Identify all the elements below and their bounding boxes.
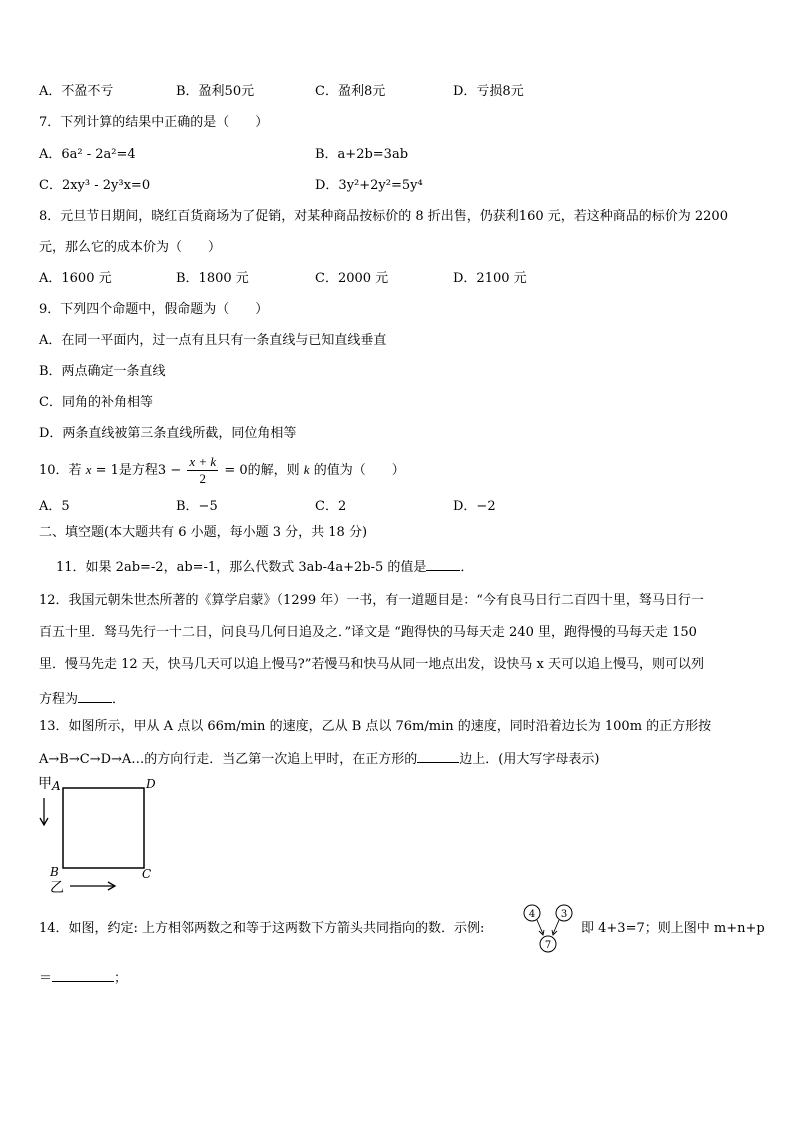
q8-option-b: B．1800 元 bbox=[176, 271, 249, 286]
q9-option-d: D．两条直线被第三条直线所截，同位角相等 bbox=[39, 426, 297, 441]
q14-line2-text: ＝ bbox=[39, 971, 53, 986]
q12-line3: 里．慢马先走 12 天，快马几天可以追上慢马?”若慢马和快马从同一地点出发，设快马 x 天可以追上慢马，则可以列 bbox=[39, 657, 705, 672]
q14-line1-b: 即 4+3=7；则上图中 m+n+p bbox=[581, 921, 765, 936]
q13-square-figure bbox=[36, 772, 166, 894]
q8-option-d: D．2100 元 bbox=[453, 271, 527, 286]
q7-stem: 7．下列计算的结果中正确的是（ ） bbox=[39, 115, 269, 130]
q14-answer-blank[interactable] bbox=[52, 967, 114, 982]
down-arrow-icon bbox=[40, 798, 48, 825]
q6-option-c: C．盈利8元 bbox=[315, 84, 386, 99]
q14-line2-end: ； bbox=[114, 971, 128, 986]
q12-answer-blank[interactable] bbox=[78, 688, 112, 703]
q10-eq1: = 1 bbox=[95, 463, 119, 478]
label-c: C bbox=[142, 867, 152, 881]
q10-option-d: D．−2 bbox=[453, 499, 496, 514]
q12-line2: 百五十里．驽马先行一十二日，问良马几何日追及之．”译文是 “跑得快的马每天走 240 里，跑得慢的马每天走 150 bbox=[39, 625, 697, 640]
q14-line2 bbox=[39, 967, 127, 988]
q10-stem bbox=[39, 452, 405, 489]
q10-prefix: 10．若 bbox=[39, 463, 82, 478]
arrow-right-icon bbox=[552, 920, 559, 935]
q10-tail: 的值为（ ） bbox=[313, 463, 405, 478]
q6-option-b: B．盈利50元 bbox=[176, 84, 255, 99]
q10-option-b: B．−5 bbox=[176, 499, 218, 514]
example-right-number: 3 bbox=[560, 909, 568, 920]
q7-option-b: B．a+2b=3ab bbox=[315, 147, 409, 162]
q11-end: ． bbox=[460, 560, 474, 575]
q13-line2 bbox=[39, 748, 599, 769]
example-bottom-number: 7 bbox=[544, 940, 552, 951]
square bbox=[63, 788, 144, 868]
q7-option-a: A．6a² - 2a²=4 bbox=[39, 147, 136, 162]
q13-line2-a: A→B→C→D→A…的方向行走．当乙第一次追上甲时，在正方形的 bbox=[39, 752, 418, 767]
q8-stem-line1: 8．元旦节日期间，晓红百货商场为了促销，对某种商品按标价的 8 折出售，仍获利160 元，若这种商品的标价为 2200 bbox=[39, 209, 728, 224]
q8-stem-line2: 元，那么它的成本价为（ ） bbox=[39, 240, 222, 255]
q13-line1: 13．如图所示，甲从 A 点以 66m/min 的速度，乙从 B 点以 76m/min 的速度，同时沿着边长为 100m 的正方形按 bbox=[39, 719, 712, 734]
label-a: A bbox=[52, 779, 61, 793]
q12-line4-text: 方程为 bbox=[39, 692, 79, 707]
q11-answer-blank[interactable] bbox=[426, 556, 460, 571]
arrow-left-icon bbox=[537, 920, 544, 935]
q7-option-c: C．2xy³ - 2y³x=0 bbox=[39, 178, 151, 193]
q13-line2-b: 边上．(用大写字母表示) bbox=[459, 752, 600, 767]
q10-fraction bbox=[187, 454, 218, 487]
example-left-number: 4 bbox=[528, 909, 536, 920]
q8-option-c: C．2000 元 bbox=[315, 271, 389, 286]
q10-three: 3 − bbox=[157, 463, 182, 478]
q10-option-c: C．2 bbox=[315, 499, 347, 514]
q7-option-d: D．3y²+2y²=5y⁴ bbox=[315, 178, 423, 193]
q14-line1-a: 14．如图，约定: 上方相邻两数之和等于这两数下方箭头共同指向的数．示例: bbox=[39, 921, 485, 936]
label-b: B bbox=[50, 865, 59, 879]
q9-option-a: A．在同一平面内，过一点有且只有一条直线与已知直线垂直 bbox=[39, 333, 387, 348]
section-fill-in-heading: 二、填空题(本大题共有 6 小题，每小题 3 分，共 18 分) bbox=[39, 525, 368, 540]
label-yi: 乙 bbox=[50, 880, 64, 894]
right-arrow-icon bbox=[70, 882, 115, 890]
q6-option-a: A．不盈不亏 bbox=[39, 84, 114, 99]
q9-option-c: C．同角的补角相等 bbox=[39, 395, 153, 410]
q12-line4-end: ． bbox=[112, 692, 126, 707]
q10-frac-num: x + k bbox=[189, 454, 217, 469]
q9-stem: 9．下列四个命题中，假命题为（ ） bbox=[39, 302, 269, 317]
q6-option-d: D．亏损8元 bbox=[453, 84, 524, 99]
q10-after: 的解，则 bbox=[247, 463, 300, 478]
q12-line1: 12．我国元朝朱世杰所著的《算学启蒙》（1299 年）一书，有一道题目是：“今有良马日行二百四十里，驽马日行一 bbox=[39, 593, 704, 608]
label-jia: 甲 bbox=[38, 776, 52, 792]
q14-example-diagram bbox=[518, 903, 578, 955]
q10-option-a: A．5 bbox=[39, 499, 70, 514]
q11 bbox=[56, 556, 473, 577]
q10-var-k: k bbox=[303, 462, 310, 477]
q11-text: 11．如果 2ab=-2，ab=-1，那么代数式 3ab-4a+2b-5 的值是 bbox=[56, 560, 427, 575]
q13-answer-blank[interactable] bbox=[417, 748, 459, 763]
q9-option-b: B．两点确定一条直线 bbox=[39, 364, 166, 379]
label-d: D bbox=[146, 777, 156, 791]
q10-eq0: = 0 bbox=[224, 463, 248, 478]
q10-mid: 是方程 bbox=[118, 463, 158, 478]
q10-frac-den: 2 bbox=[199, 471, 207, 486]
q12-line4 bbox=[39, 688, 125, 709]
q8-option-a: A．1600 元 bbox=[39, 271, 112, 286]
q10-var-x: x bbox=[85, 462, 92, 477]
